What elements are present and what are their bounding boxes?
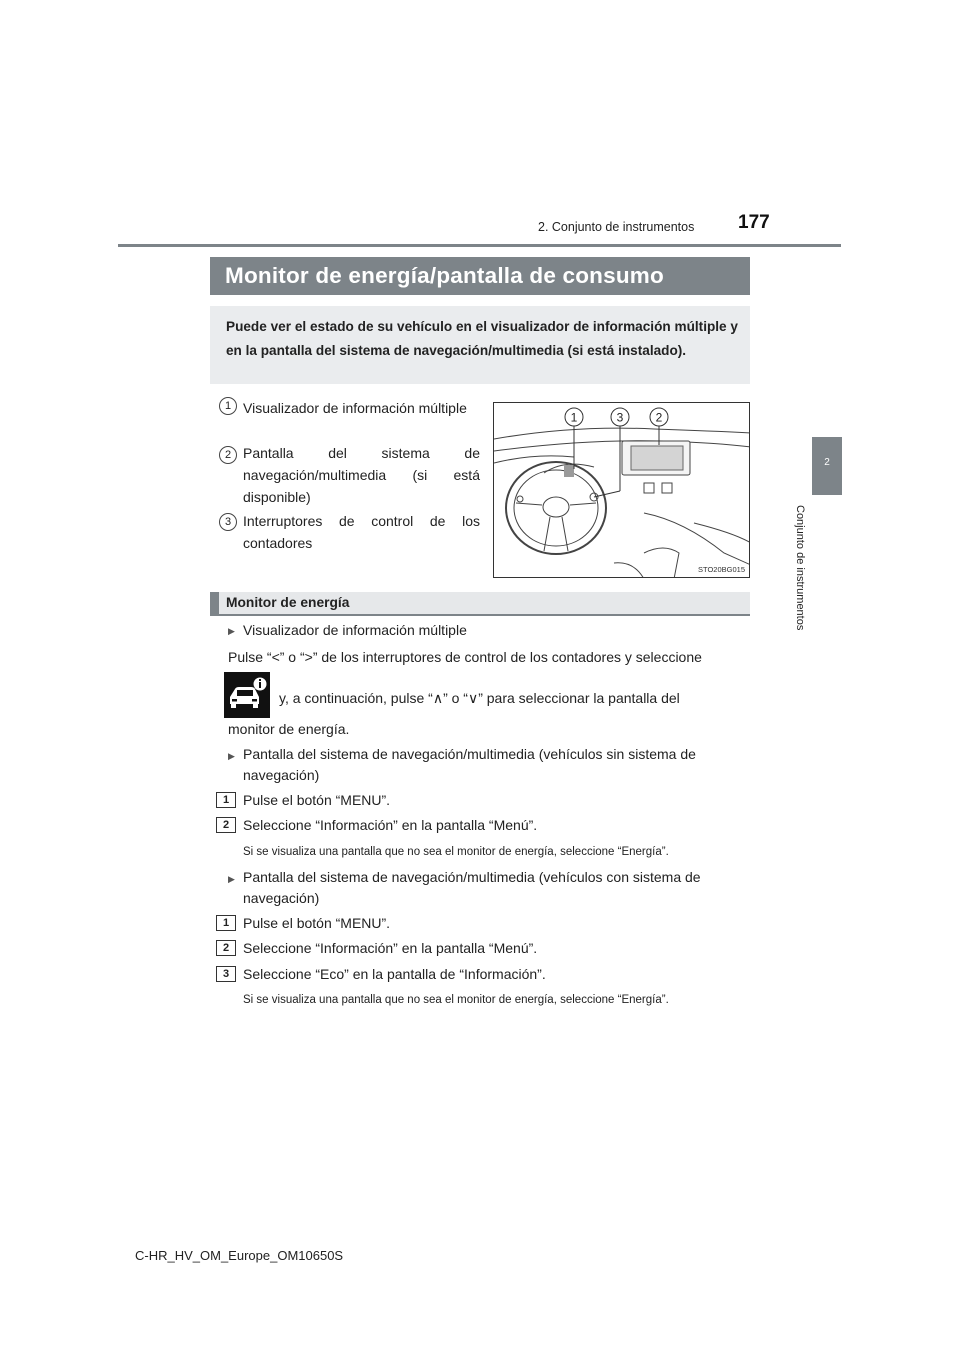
- figure-callout-label-3: 3: [616, 410, 624, 425]
- subsection-rule: [210, 614, 750, 616]
- step-number-b1: 1: [216, 915, 236, 931]
- legend-item-2: Pantalla del sistema de navegación/multimedia (si está disponible): [243, 445, 480, 505]
- header-rule: [118, 244, 841, 247]
- step-number-b2: 2: [216, 940, 236, 956]
- chapter-tab-label: Conjunto de instrumentos: [794, 505, 806, 631]
- chapter-tab-number: 2: [824, 457, 830, 468]
- bullet-2-line-2: navegación): [243, 767, 320, 783]
- paragraph-line-3: monitor de energía.: [228, 721, 350, 737]
- figure-callout-label-1: 1: [570, 410, 578, 425]
- bullet-1: Visualizador de información múltiple: [243, 622, 467, 638]
- figure-code: STO20BG015: [698, 565, 745, 574]
- chapter-header: 2. Conjunto de instrumentos: [538, 220, 695, 234]
- step-number-b3: 3: [216, 966, 236, 982]
- legend-number-1: 1: [219, 397, 237, 415]
- subsection-title: Monitor de energía: [210, 592, 750, 614]
- note-a: Si se visualiza una pantalla que no sea el monitor de energía, seleccione “Energía”.: [243, 846, 669, 858]
- document-code-footer: C-HR_HV_OM_Europe_OM10650S: [135, 1248, 344, 1263]
- step-a1: Pulse el botón “MENU”.: [243, 792, 391, 808]
- step-a2: Seleccione “Información” en la pantalla “Menú”.: [243, 817, 538, 833]
- bullet-triangle-3: ▶: [228, 874, 235, 884]
- dashboard-illustration: [494, 403, 750, 578]
- step-number-a2: 2: [216, 817, 236, 833]
- legend-number-2: 2: [219, 446, 237, 464]
- figure-callout-label-2: 2: [655, 410, 663, 425]
- bullet-triangle-1: ▶: [228, 626, 235, 636]
- step-number-a1: 1: [216, 792, 236, 808]
- section-title: Monitor de energía/pantalla de consumo: [210, 257, 750, 295]
- legend-item-1: Visualizador de información múltiple: [243, 400, 467, 416]
- paragraph-line-1: Pulse “<” o “>” de los interruptores de control de los contadores y seleccione: [228, 649, 702, 665]
- bullet-2-line-1: Pantalla del sistema de navegación/multimedia (vehículos sin sistema de: [243, 746, 696, 762]
- intro-box: Puede ver el estado de su vehículo en el visualizador de información múltiple y en la pantalla del sistema de navegación/multimedia (si está instalado).: [210, 306, 750, 384]
- legend-number-3: 3: [219, 513, 237, 531]
- bullet-3-line-2: navegación): [243, 890, 320, 906]
- step-b3: Seleccione “Eco” en la pantalla de “Información”.: [243, 966, 546, 982]
- dashboard-figure: [493, 402, 750, 578]
- step-b1: Pulse el botón “MENU”.: [243, 915, 391, 931]
- bullet-triangle-2: ▶: [228, 751, 235, 761]
- paragraph-line-2: y, a continuación, pulse “∧” o “∨” para seleccionar la pantalla del: [279, 690, 680, 706]
- page-number: 177: [738, 212, 770, 233]
- note-b: Si se visualiza una pantalla que no sea el monitor de energía, seleccione “Energía”.: [243, 994, 669, 1006]
- legend-item-3: Interruptores de control de los contadores: [243, 513, 480, 551]
- bullet-3-line-1: Pantalla del sistema de navegación/multimedia (vehículos con sistema de: [243, 869, 701, 885]
- car-info-icon: [224, 672, 270, 718]
- step-b2: Seleccione “Información” en la pantalla “Menú”.: [243, 940, 538, 956]
